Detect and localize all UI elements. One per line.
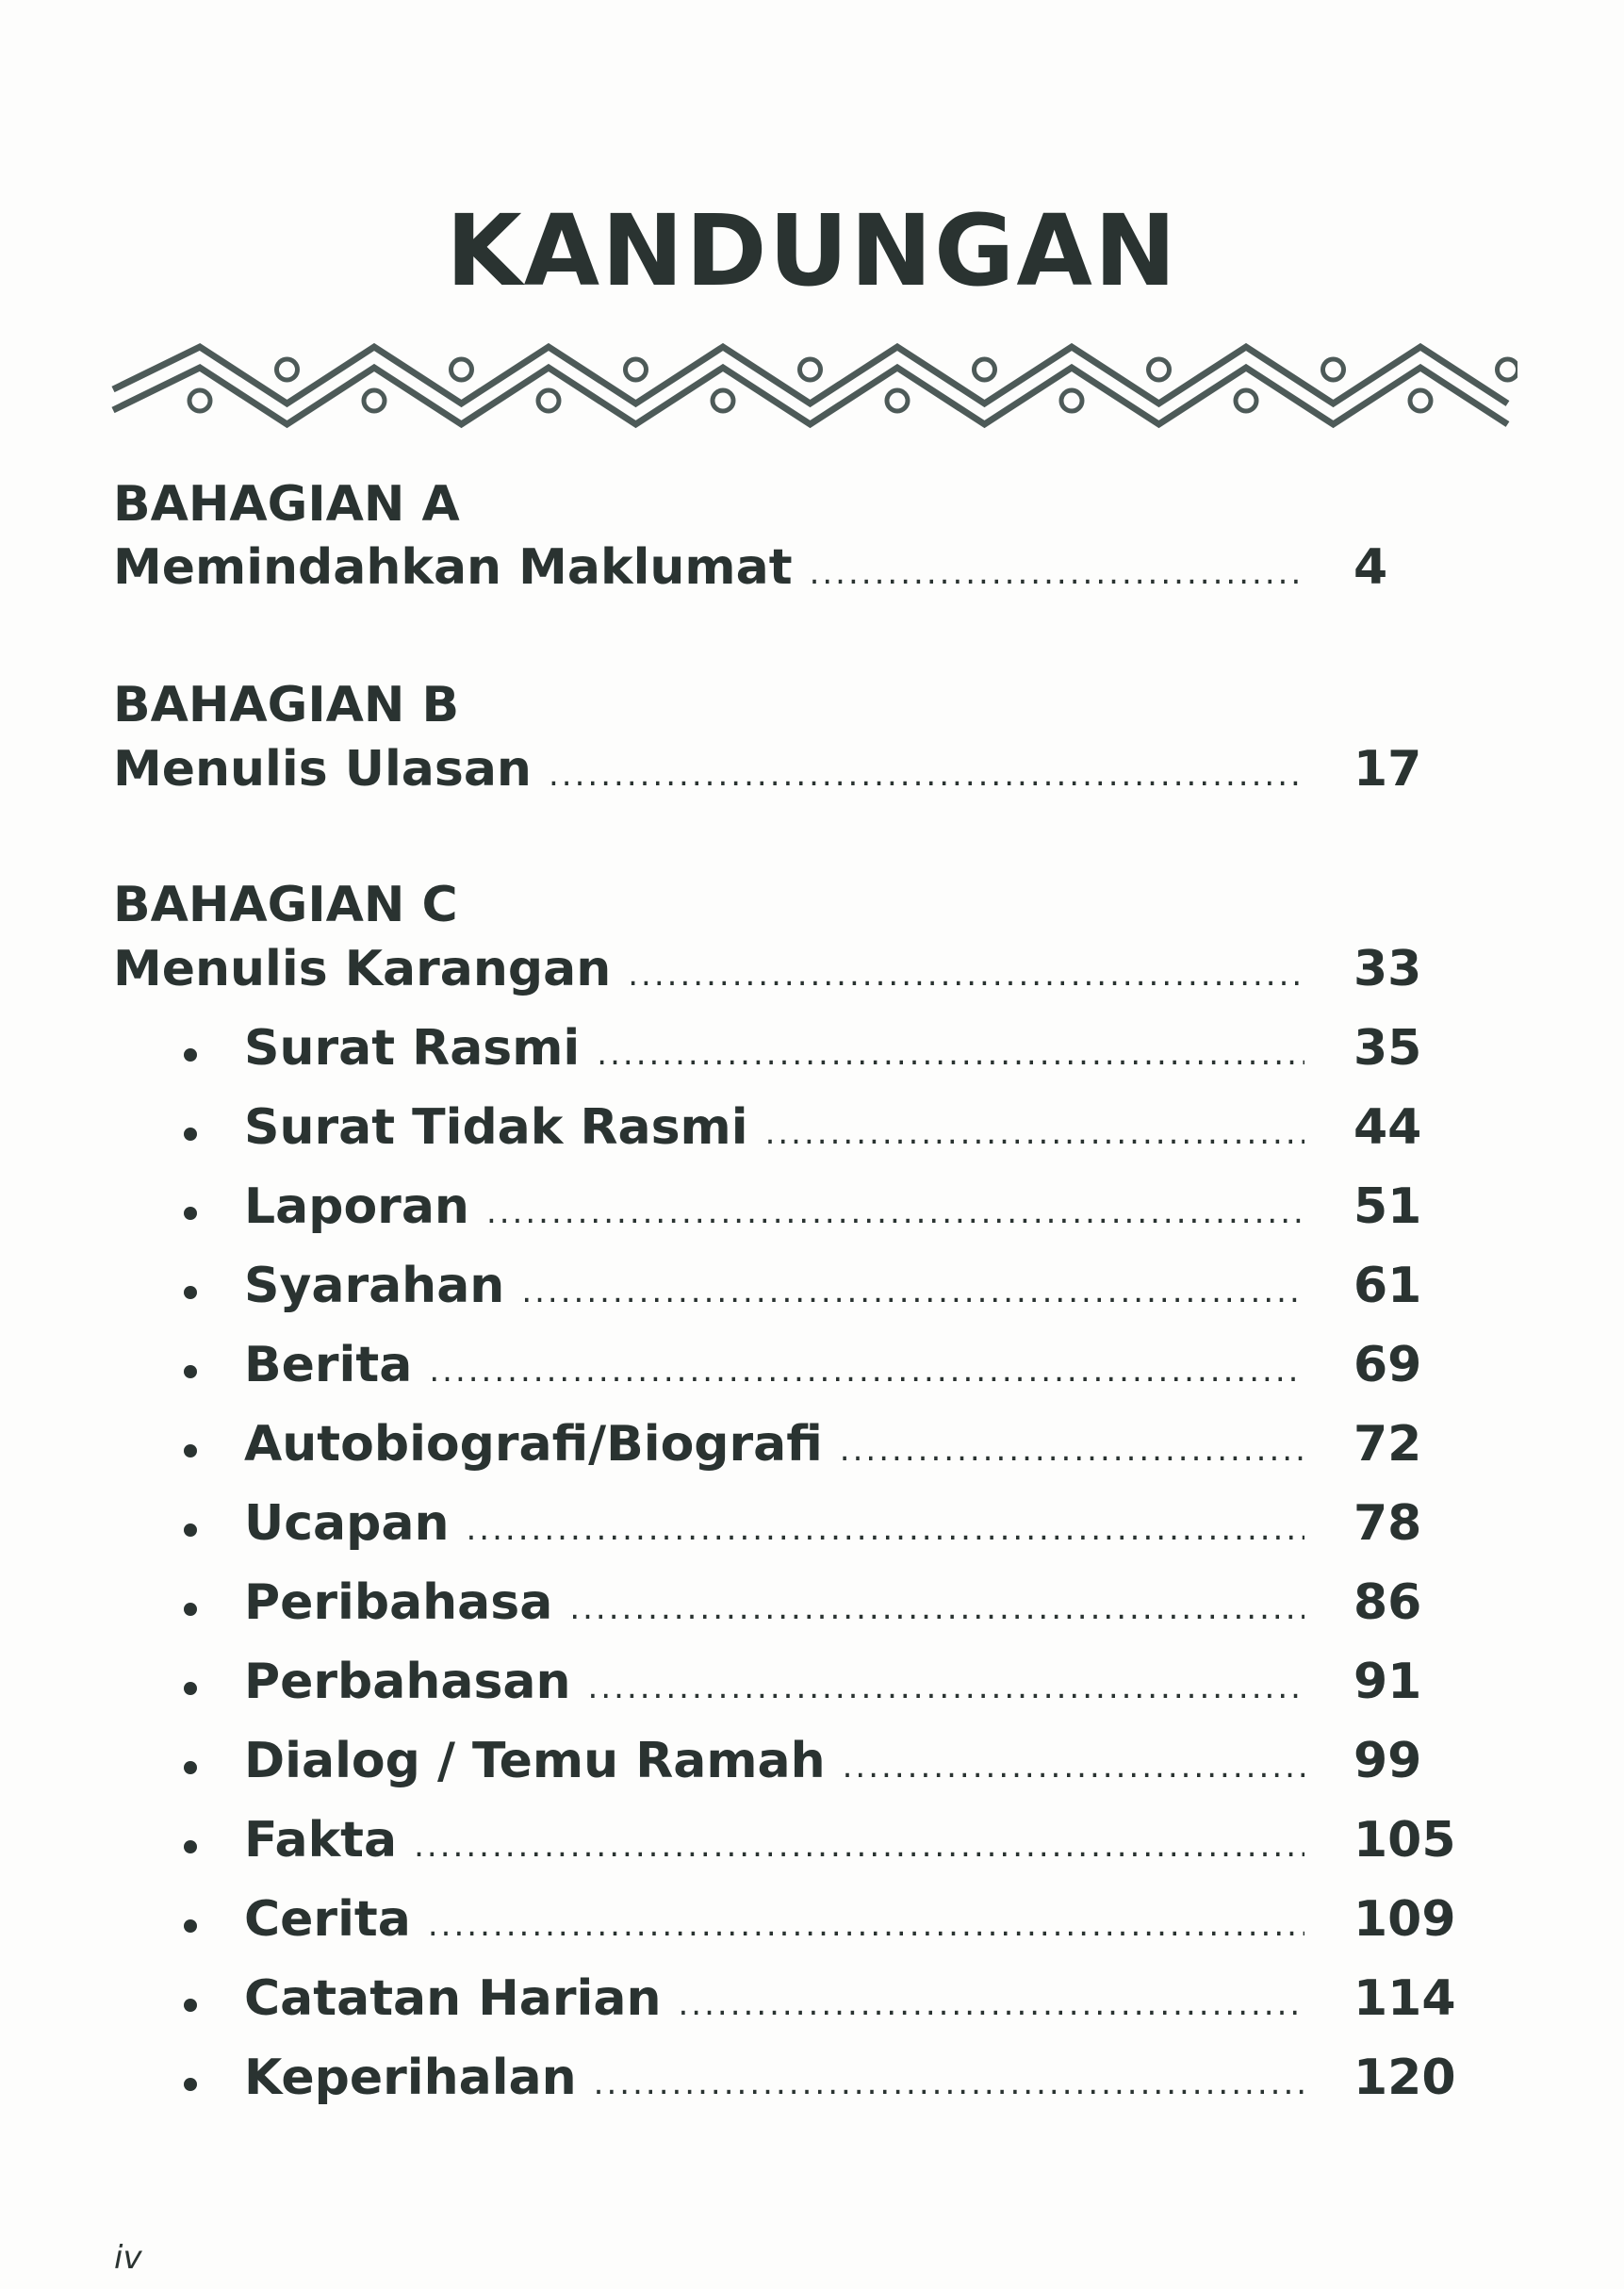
bullet-icon	[184, 1523, 197, 1537]
entry-page: 91	[1353, 1654, 1422, 1710]
toc-subentry[interactable]	[244, 1099, 1452, 1156]
dot-leader	[521, 1273, 1304, 1310]
toc-subentry[interactable]	[244, 1733, 1452, 1789]
section-heading-a: BAHAGIAN A	[113, 476, 460, 533]
entry-page: 44	[1353, 1099, 1422, 1156]
bullet-icon	[184, 1761, 197, 1774]
circle-ornament	[975, 359, 995, 380]
circle-ornament	[1236, 390, 1256, 411]
entry-page: 114	[1353, 1970, 1456, 2027]
circle-ornament	[626, 359, 647, 380]
page-number: iv	[114, 2239, 142, 2277]
toc-entry[interactable]	[113, 539, 1452, 596]
bullet-icon	[184, 1286, 197, 1299]
entry-label: Berita	[244, 1337, 413, 1393]
dot-leader	[594, 2065, 1304, 2102]
entry-label: Peribahasa	[244, 1574, 553, 1631]
bullet-icon	[184, 1682, 197, 1695]
toc-entry[interactable]	[113, 941, 1452, 997]
toc-subentry[interactable]	[244, 1654, 1452, 1710]
circle-ornament	[364, 390, 385, 411]
bullet-icon	[184, 1999, 197, 2012]
circle-ornament	[713, 390, 733, 411]
dot-leader	[588, 1669, 1304, 1706]
dot-leader	[843, 1748, 1304, 1786]
entry-label: Autobiografi/Biografi	[244, 1416, 823, 1473]
dot-leader	[569, 1589, 1304, 1627]
circle-ornament	[1061, 390, 1082, 411]
entry-label: Syarahan	[244, 1258, 505, 1314]
entry-label: Surat Rasmi	[244, 1020, 581, 1077]
dot-leader	[429, 1352, 1304, 1390]
entry-page: 120	[1353, 2050, 1456, 2106]
entry-page: 109	[1353, 1891, 1456, 1948]
dot-leader	[840, 1431, 1304, 1469]
bullet-icon	[184, 1444, 197, 1457]
dot-leader	[628, 956, 1304, 994]
dot-leader	[678, 1985, 1304, 2023]
dot-leader	[486, 1194, 1304, 1231]
entry-label: Perbahasan	[244, 1654, 571, 1710]
bullet-icon	[184, 1365, 197, 1378]
entry-label: Ucapan	[244, 1495, 450, 1552]
entry-page: 86	[1353, 1574, 1422, 1631]
entry-page: 72	[1353, 1416, 1422, 1473]
zigzag-line	[113, 368, 1508, 424]
entry-page: 33	[1353, 941, 1422, 997]
entry-page: 78	[1353, 1495, 1422, 1552]
toc-entry[interactable]	[113, 741, 1452, 798]
section-heading-b: BAHAGIAN B	[113, 677, 460, 733]
circle-ornament	[277, 359, 298, 380]
dot-leader	[428, 1906, 1304, 1944]
circle-ornament	[1323, 359, 1344, 380]
toc-subentry[interactable]	[244, 1337, 1452, 1393]
circle-ornament	[1149, 359, 1170, 380]
page-title: KANDUNGAN	[446, 193, 1178, 308]
circle-ornament	[800, 359, 821, 380]
toc-subentry[interactable]	[244, 1891, 1456, 1948]
entry-label: Laporan	[244, 1178, 469, 1235]
toc-subentry[interactable]	[244, 1495, 1452, 1552]
entry-page: 105	[1353, 1812, 1456, 1869]
circle-ornament	[451, 359, 472, 380]
entry-label: Menulis Ulasan	[113, 741, 532, 798]
bullet-icon	[184, 1840, 197, 1853]
circle-ornament	[1498, 359, 1518, 380]
dot-leader	[597, 1035, 1304, 1073]
bullet-icon	[184, 2078, 197, 2091]
circle-ornament	[887, 390, 908, 411]
toc-subentry[interactable]	[244, 1812, 1456, 1869]
entry-label: Dialog / Temu Ramah	[244, 1733, 826, 1789]
circle-ornament	[1410, 390, 1431, 411]
bullet-icon	[184, 1919, 197, 1933]
entry-page: 17	[1353, 741, 1422, 798]
entry-label: Cerita	[244, 1891, 411, 1948]
toc-subentry[interactable]	[244, 1574, 1452, 1631]
zigzag-line	[113, 347, 1508, 403]
circle-ornament	[538, 390, 559, 411]
circle-ornament	[189, 390, 210, 411]
entry-page: 35	[1353, 1020, 1422, 1077]
dot-leader	[414, 1827, 1304, 1865]
section-heading-c: BAHAGIAN C	[113, 877, 458, 933]
bullet-icon	[184, 1207, 197, 1220]
dot-leader	[765, 1114, 1304, 1152]
entry-label: Memindahkan Maklumat	[113, 539, 793, 596]
zigzag-ornament	[104, 330, 1517, 443]
entry-label: Catatan Harian	[244, 1970, 662, 2027]
bullet-icon	[184, 1603, 197, 1616]
entry-page: 61	[1353, 1258, 1422, 1314]
toc-subentry[interactable]	[244, 1020, 1452, 1077]
toc-subentry[interactable]	[244, 1178, 1452, 1235]
bullet-icon	[184, 1048, 197, 1062]
entry-page: 99	[1353, 1733, 1422, 1789]
entry-label: Fakta	[244, 1812, 398, 1869]
entry-page: 51	[1353, 1178, 1422, 1235]
entry-page: 69	[1353, 1337, 1422, 1393]
toc-subentry[interactable]	[244, 1970, 1456, 2027]
toc-subentry[interactable]	[244, 2050, 1456, 2106]
entry-label: Menulis Karangan	[113, 941, 612, 997]
toc-subentry[interactable]	[244, 1258, 1452, 1314]
entry-label: Surat Tidak Rasmi	[244, 1099, 748, 1156]
dot-leader	[549, 756, 1304, 794]
dot-leader	[466, 1510, 1304, 1548]
dot-leader	[810, 554, 1304, 592]
entry-page: 4	[1353, 539, 1388, 596]
toc-subentry[interactable]	[244, 1416, 1452, 1473]
entry-label: Keperihalan	[244, 2050, 577, 2106]
bullet-icon	[184, 1128, 197, 1141]
